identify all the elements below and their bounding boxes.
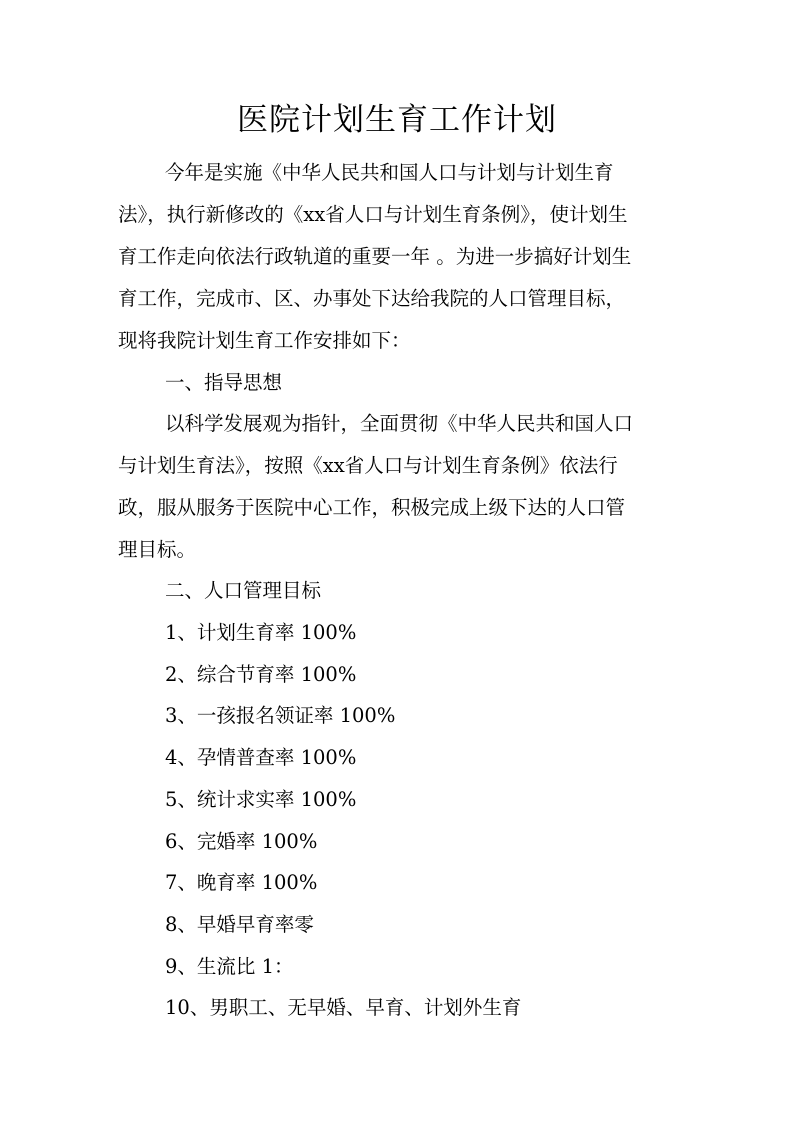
target-item: 9、生流比 1： — [165, 955, 294, 978]
intro-line: 今年是实施《中华人民共和国人口与计划与计划生育 — [165, 161, 614, 184]
target-item: 3、一孩报名领证率 100% — [165, 704, 396, 727]
target-item: 4、孕情普查率 100% — [165, 746, 357, 769]
section1-line: 与计划生育法》，按照《xx省人口与计划生育条例》依法行 — [118, 454, 618, 477]
target-item: 8、早婚早育率零 — [165, 913, 314, 936]
target-item: 6、完婚率 100% — [165, 830, 318, 853]
intro-line: 法》，执行新修改的《xx省人口与计划生育条例》，使计划生 — [118, 203, 628, 226]
target-item: 1、计划生育率 100% — [165, 621, 357, 644]
target-item: 10、男职工、无早婚、早育、计划外生育 — [165, 996, 522, 1019]
section1-line: 以科学发展观为指针，全面贯彻《中华人民共和国人口 — [165, 412, 634, 435]
section1-line: 理目标。 — [118, 538, 197, 561]
intro-line: 育工作走向依法行政轨道的重要一年 。为进一步搞好计划生 — [118, 245, 632, 268]
section1-line: 政，服从服务于医院中心工作，积极完成上级下达的人口管 — [118, 496, 626, 519]
document-title: 医院计划生育工作计划 — [237, 102, 557, 138]
section-heading-guiding-ideology: 一、指导思想 — [165, 371, 283, 394]
intro-line: 育工作，完成市、区、办事处下达给我院的人口管理目标， — [118, 287, 626, 310]
target-item: 7、晚育率 100% — [165, 871, 318, 894]
target-item: 2、综合节育率 100% — [165, 663, 357, 686]
section-heading-population-targets: 二、人口管理目标 — [165, 579, 322, 602]
target-item: 5、统计求实率 100% — [165, 788, 357, 811]
intro-line: 现将我院计划生育工作安排如下： — [118, 329, 411, 352]
